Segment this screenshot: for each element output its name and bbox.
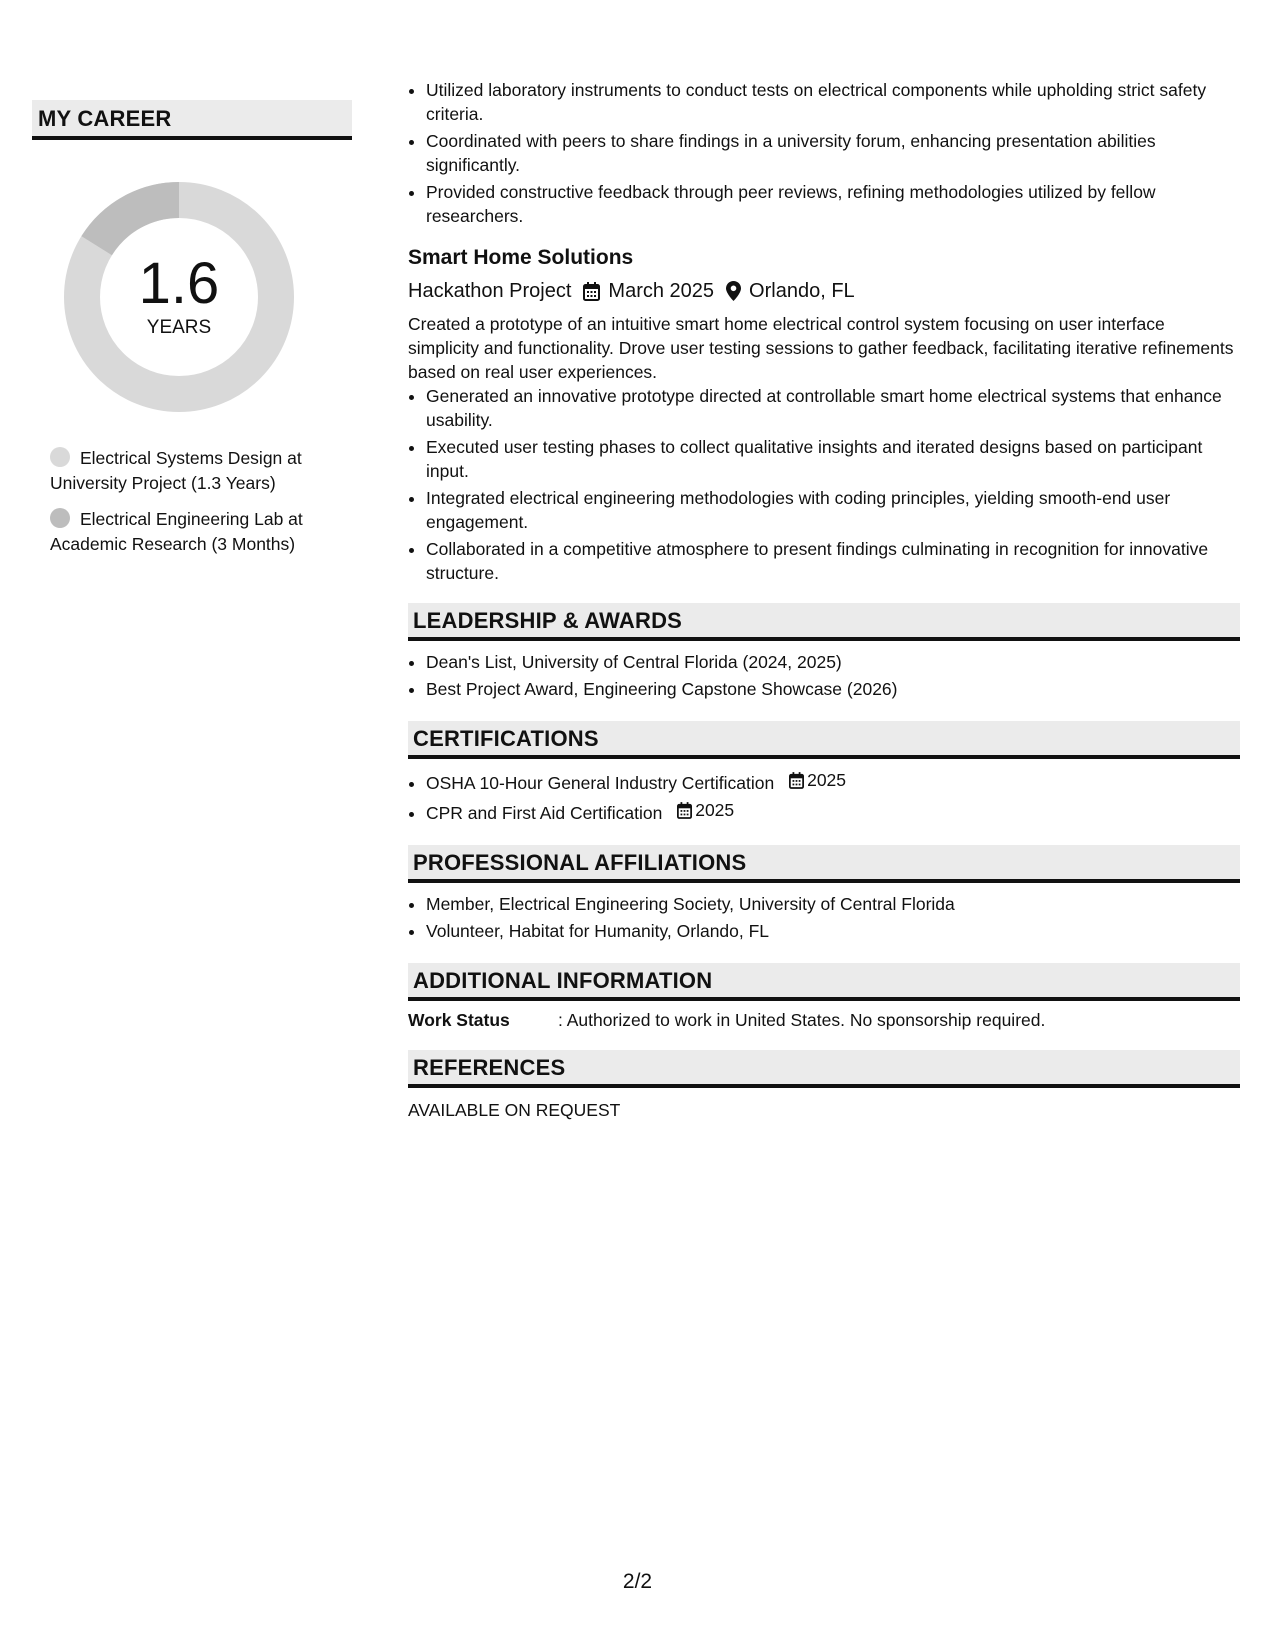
project-location: Orlando, FL [749, 280, 855, 302]
list-item: • Member, Electrical Engineering Society, University of Central Florida [426, 891, 1240, 918]
certification-year: 2025 [807, 770, 847, 790]
certification-name: CPR and First Aid Certification [426, 803, 663, 823]
certification-year: 2025 [695, 800, 735, 820]
project-bullets [408, 384, 1240, 585]
certification-date [789, 767, 846, 794]
list-item: • Generated an innovative prototype directed at controllable smart home electrical systems that enhance usability. [426, 384, 1240, 432]
location-pin-icon [726, 281, 741, 301]
list-item: • Provided constructive feedback through peer reviews, refining methodologies utilized by fellow researchers. [426, 180, 1240, 228]
list-item: • Best Project Award, Engineering Capstone Showcase (2026) [426, 676, 1240, 703]
affiliations-list [408, 891, 1240, 945]
references-heading: REFERENCES [408, 1050, 1240, 1088]
list-item: • Coordinated with peers to share findings in a university forum, enhancing presentation abilities significantly. [426, 129, 1240, 177]
main-content [408, 78, 1240, 1122]
list-item: • Collaborated in a competitive atmosphere to present findings culminating in recognition for innovative structure. [426, 537, 1240, 585]
legend-label: Electrical Systems Design at University Project (1.3 Years) [50, 448, 302, 493]
additional-info-section [408, 963, 1240, 1032]
list-item: • Utilized laboratory instruments to conduct tests on electrical components while upholding strict safety criteria. [426, 78, 1240, 126]
career-heading: MY CAREER [32, 100, 352, 140]
certifications-section [408, 721, 1240, 827]
project-date: March 2025 [608, 280, 715, 302]
calendar-icon [583, 282, 600, 301]
certifications-heading: CERTIFICATIONS [408, 721, 1240, 759]
legend-dot [50, 447, 70, 467]
career-total-value: 1.6 [138, 251, 220, 316]
career-sidebar [32, 100, 352, 568]
legend-item [50, 446, 352, 496]
work-status-row [408, 1008, 1240, 1032]
work-status-label: Work Status [408, 1010, 510, 1030]
list-item: • Volunteer, Habitat for Humanity, Orlando, FL [426, 918, 1240, 945]
work-status-value: : Authorized to work in United States. No sponsorship required. [558, 1010, 1046, 1030]
page-number: 2/2 [622, 1570, 653, 1593]
donut-segment [97, 200, 179, 246]
project-description: Created a prototype of an intuitive smart home electrical control system focusing on user interface simplicity and functionality. Drove user testing sessions to gather feedback, facilitating iterative refinements based on real user experiences. [408, 314, 1234, 382]
leadership-heading: LEADERSHIP & AWARDS [408, 603, 1240, 641]
experience-bullets [408, 78, 1240, 228]
legend-label: Electrical Engineering Lab at Academic Research (3 Months) [50, 509, 303, 554]
list-item: • Dean's List, University of Central Florida (2024, 2025) [426, 649, 1240, 676]
calendar-icon [677, 802, 692, 819]
list-item: • Integrated electrical engineering methodologies with coding principles, yielding smooth-end user engagement. [426, 486, 1240, 534]
references-text: AVAILABLE ON REQUEST [408, 1100, 621, 1120]
calendar-icon [789, 772, 804, 789]
career-legend [50, 446, 352, 557]
list-item: • Executed user testing phases to collect qualitative insights and iterated designs based on participant input. [426, 435, 1240, 483]
project-type: Hackathon Project [408, 280, 572, 302]
references-section [408, 1050, 1240, 1122]
leadership-list [408, 649, 1240, 703]
leadership-section [408, 603, 1240, 703]
project-meta [408, 276, 1240, 306]
list-item [426, 797, 1240, 827]
legend-item [50, 507, 352, 557]
career-donut-chart [64, 182, 294, 412]
affiliations-heading: PROFESSIONAL AFFILIATIONS [408, 845, 1240, 883]
certifications-list [408, 767, 1240, 827]
career-total-unit: YEARS [146, 317, 212, 338]
certification-name: OSHA 10-Hour General Industry Certification [426, 773, 775, 793]
certification-date [677, 797, 734, 824]
project-title: Smart Home Solutions [408, 246, 634, 269]
additional-info-heading: ADDITIONAL INFORMATION [408, 963, 1240, 1001]
affiliations-section [408, 845, 1240, 945]
list-item [426, 767, 1240, 797]
legend-dot [50, 508, 70, 528]
